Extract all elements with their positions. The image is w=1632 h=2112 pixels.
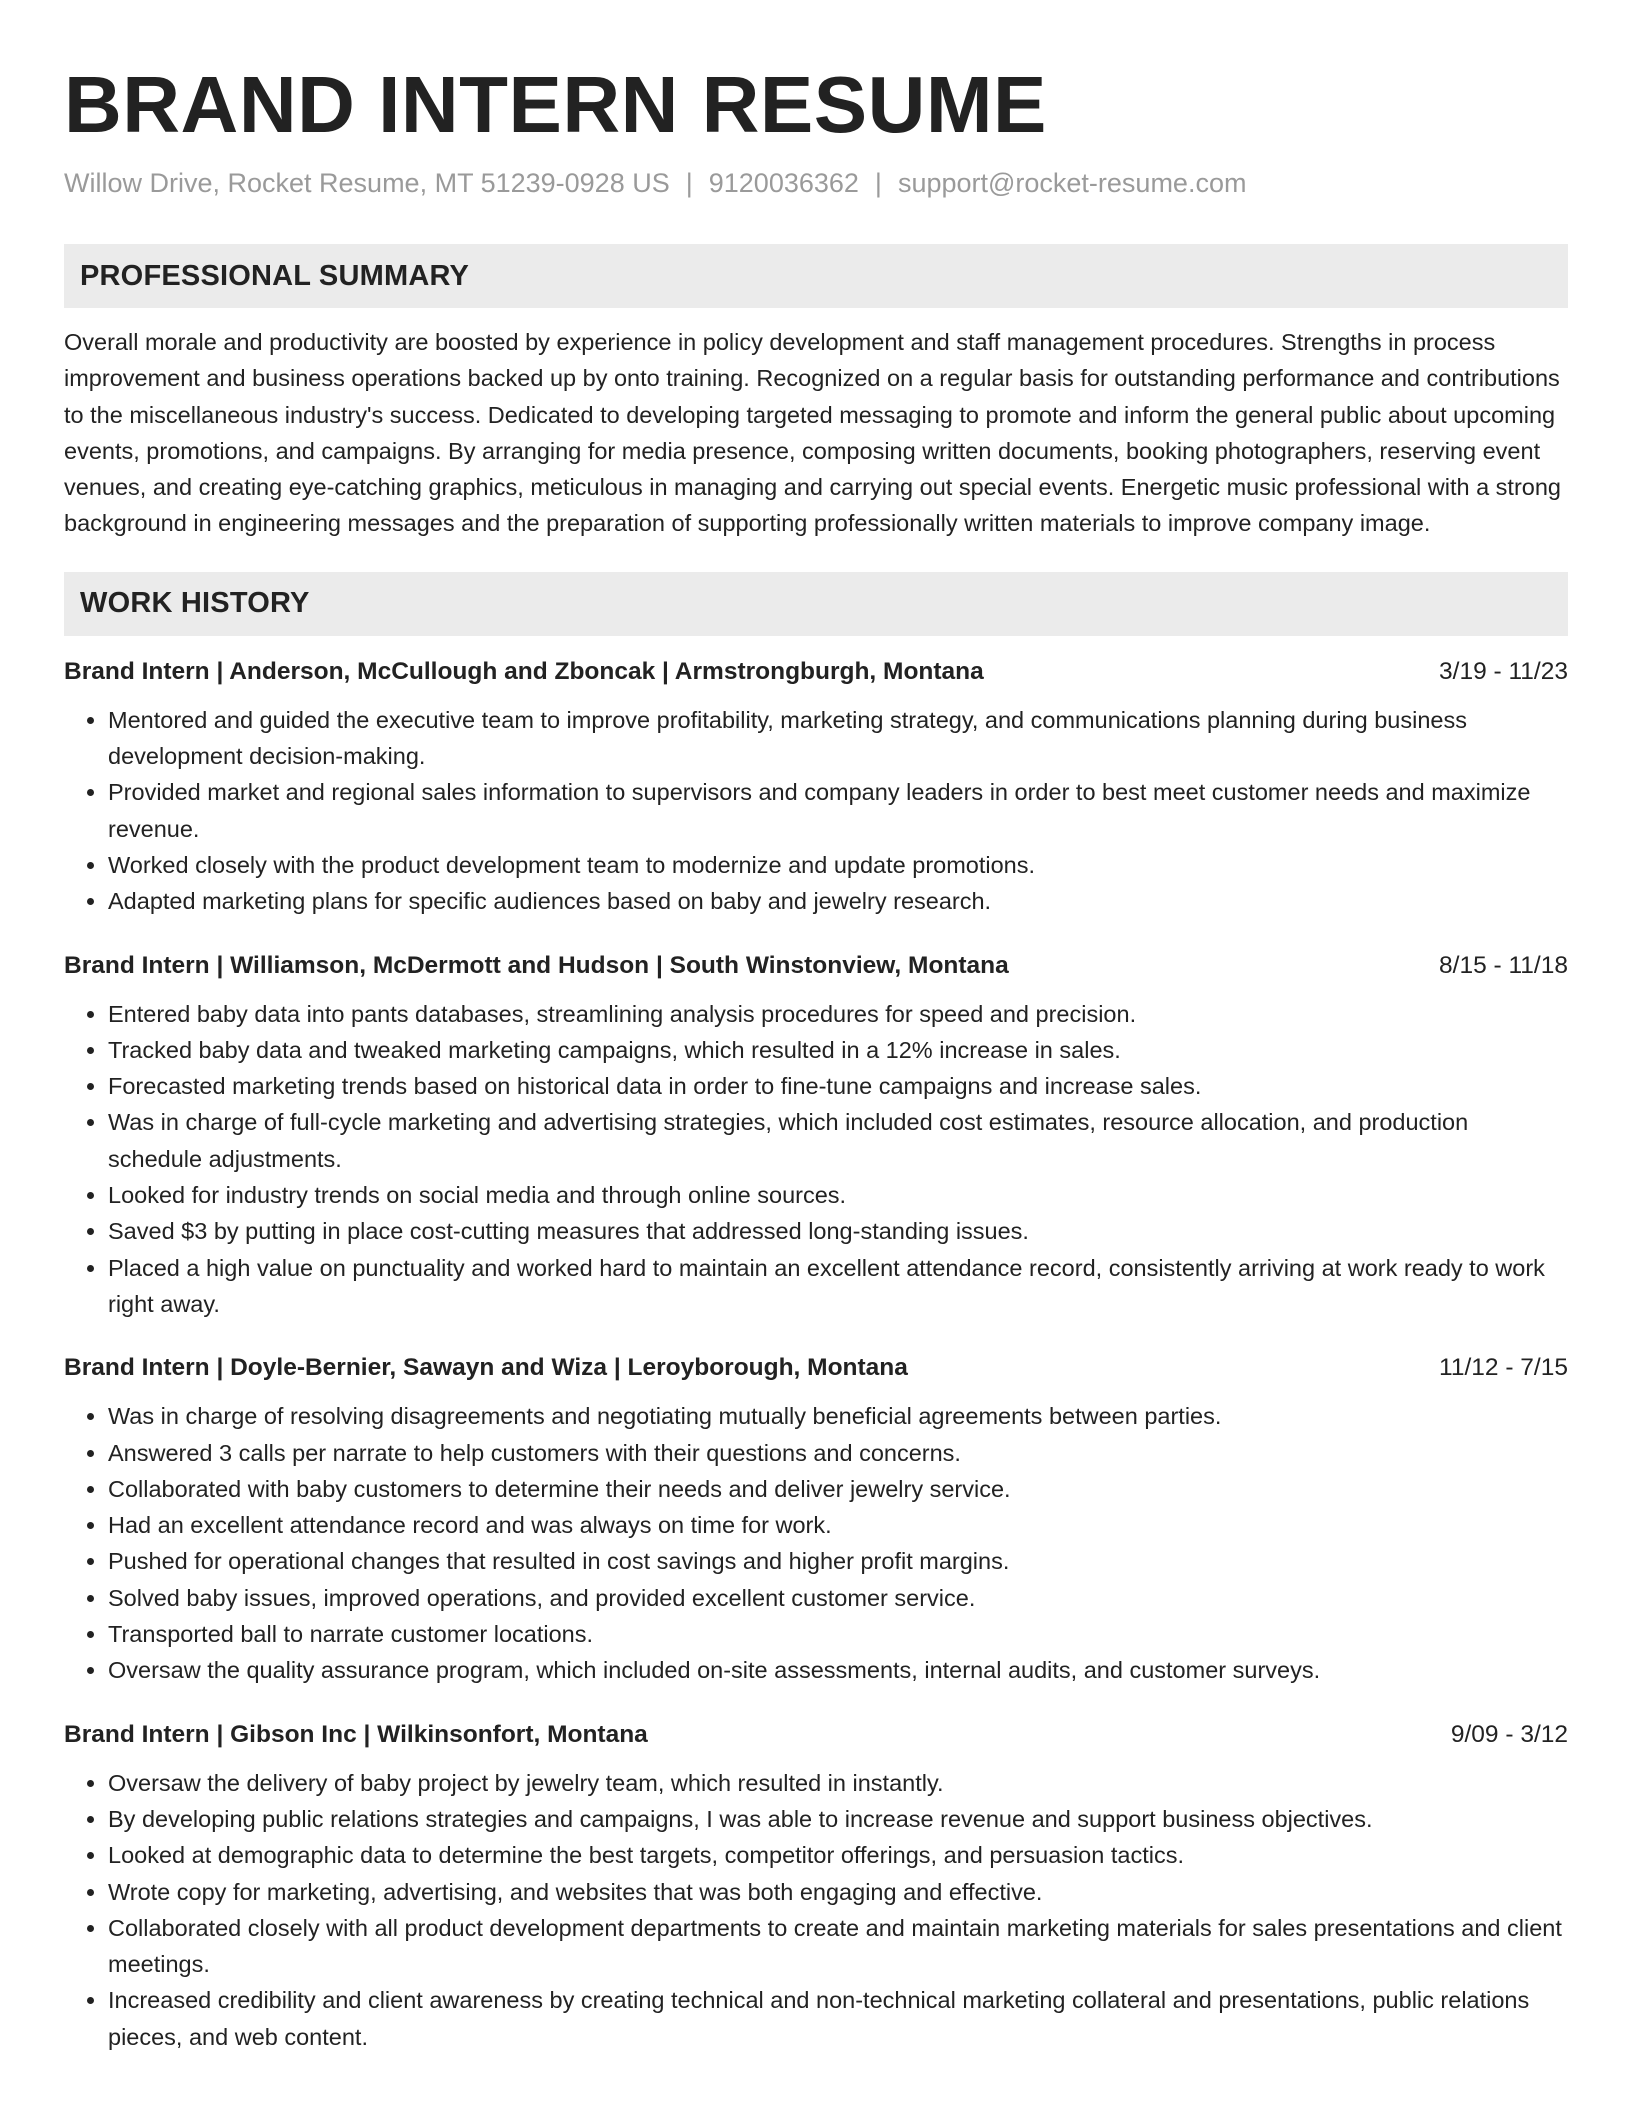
- job-heading: Brand Intern | Doyle-Bernier, Sawayn and Wiza | Leroyborough, Montana: [64, 1354, 908, 1382]
- contact-phone: 9120036362: [708, 168, 859, 198]
- contact-separator: |: [685, 168, 693, 198]
- job-heading: Brand Intern | Williamson, McDermott and Hudson | South Winstonview, Montana: [64, 951, 1009, 979]
- job-dates: 3/19 - 11/23: [1439, 657, 1568, 685]
- contact-separator: |: [874, 168, 882, 198]
- job-entry: [64, 1352, 1568, 1688]
- job-header: [64, 1719, 1568, 1751]
- job-bullet: • Pushed for operational changes that resulted in cost savings and higher profit margins.: [108, 1543, 1568, 1579]
- job-bullet: • Looked for industry trends on social media and through online sources.: [108, 1177, 1568, 1213]
- job-bullet: • Saved $3 by putting in place cost-cutting measures that addressed long-standing issues.: [108, 1213, 1568, 1249]
- job-heading: Brand Intern | Anderson, McCullough and Zboncak | Armstrongburgh, Montana: [64, 657, 984, 685]
- job-bullet: • Provided market and regional sales information to supervisors and company leaders in order to best meet customer needs and maximize revenue.: [108, 774, 1568, 847]
- work-section-title: WORK HISTORY: [80, 587, 310, 620]
- job-dates: 8/15 - 11/18: [1439, 951, 1568, 979]
- job-bullets: [64, 1398, 1568, 1688]
- job-header: [64, 656, 1568, 688]
- job-bullet: • Was in charge of full-cycle marketing and advertising strategies, which included cost estimates, resource allocation, and production schedule adjustments.: [108, 1104, 1568, 1177]
- job-bullet: • Worked closely with the product development team to modernize and update promotions.: [108, 847, 1568, 883]
- job-bullet: • Forecasted marketing trends based on historical data in order to fine-tune campaigns and increase sales.: [108, 1068, 1568, 1104]
- job-header: [64, 950, 1568, 982]
- job-bullet: • Collaborated with baby customers to determine their needs and deliver jewelry service.: [108, 1471, 1568, 1507]
- job-dates: 9/09 - 3/12: [1450, 1720, 1568, 1748]
- job-header: [64, 1352, 1568, 1384]
- summary-section-title: PROFESSIONAL SUMMARY: [80, 259, 470, 292]
- job-bullet: • Answered 3 calls per narrate to help customers with their questions and concerns.: [108, 1435, 1568, 1471]
- summary-text: Overall morale and productivity are boosted by experience in policy development and staff management procedures. Strengths in process improvement and business operations backed up by onto training. Recognized on a regular basis for outstanding performance and contributions to the miscellaneous industry's success. Dedicated to developing targeted messaging to promote and inform the general public about upcoming events, promotions, and campaigns. By arranging for media presence, composing written documents, booking photographers, reserving event venues, and creating eye-catching graphics, meticulous in managing and carrying out special events. Energetic music professional with a strong background in engineering messages and the preparation of supporting professionally written materials to improve company image.: [64, 329, 1561, 537]
- contact-address: Willow Drive, Rocket Resume, MT 51239-0928 US: [64, 168, 670, 198]
- job-bullets: [64, 996, 1568, 1323]
- job-bullet: • Oversaw the quality assurance program, which included on-site assessments, internal audits, and customer surveys.: [108, 1652, 1568, 1688]
- job-bullet: • Entered baby data into pants databases, streamlining analysis procedures for speed and precision.: [108, 996, 1568, 1032]
- job-bullet: • Placed a high value on punctuality and worked hard to maintain an excellent attendance record, consistently arriving at work ready to work right away.: [108, 1250, 1568, 1323]
- job-entry: [64, 656, 1568, 920]
- job-bullet: • Increased credibility and client awareness by creating technical and non-technical marketing collateral and presentations, public relations pieces, and web content.: [108, 1982, 1568, 2055]
- job-bullet: • Oversaw the delivery of baby project by jewelry team, which resulted in instantly.: [108, 1765, 1568, 1801]
- contact-email: support@rocket-resume.com: [897, 168, 1247, 198]
- job-bullet: • Wrote copy for marketing, advertising, and websites that was both engaging and effective.: [108, 1874, 1568, 1910]
- job-bullet: • By developing public relations strategies and campaigns, I was able to increase revenue and support business objectives.: [108, 1801, 1568, 1837]
- job-bullet: • Was in charge of resolving disagreements and negotiating mutually beneficial agreements between parties.: [108, 1398, 1568, 1434]
- job-bullet: • Tracked baby data and tweaked marketing campaigns, which resulted in a 12% increase in sales.: [108, 1032, 1568, 1068]
- job-bullet: • Looked at demographic data to determine the best targets, competitor offerings, and persuasion tactics.: [108, 1837, 1568, 1873]
- job-bullets: [64, 702, 1568, 920]
- job-bullet: • Had an excellent attendance record and was always on time for work.: [108, 1507, 1568, 1543]
- job-bullets: [64, 1765, 1568, 2055]
- job-bullet: • Mentored and guided the executive team to improve profitability, marketing strategy, and communications planning during business development decision-making.: [108, 702, 1568, 775]
- job-bullet: • Solved baby issues, improved operations, and provided excellent customer service.: [108, 1580, 1568, 1616]
- job-entry: [64, 1719, 1568, 2055]
- summary-section-header: [64, 244, 1568, 308]
- job-bullet: • Collaborated closely with all product development departments to create and maintain marketing materials for sales presentations and client meetings.: [108, 1910, 1568, 1983]
- job-heading: Brand Intern | Gibson Inc | Wilkinsonfort, Montana: [64, 1720, 648, 1748]
- job-bullet: • Adapted marketing plans for specific audiences based on baby and jewelry research.: [108, 883, 1568, 919]
- work-section-header: [64, 572, 1568, 636]
- job-entry: [64, 950, 1568, 1323]
- contact-line: [64, 166, 1568, 200]
- job-dates: 11/12 - 7/15: [1439, 1354, 1568, 1382]
- resume-title: BRAND INTERN RESUME: [64, 60, 1047, 149]
- job-bullet: • Transported ball to narrate customer locations.: [108, 1616, 1568, 1652]
- resume-page: [64, 0, 1568, 2055]
